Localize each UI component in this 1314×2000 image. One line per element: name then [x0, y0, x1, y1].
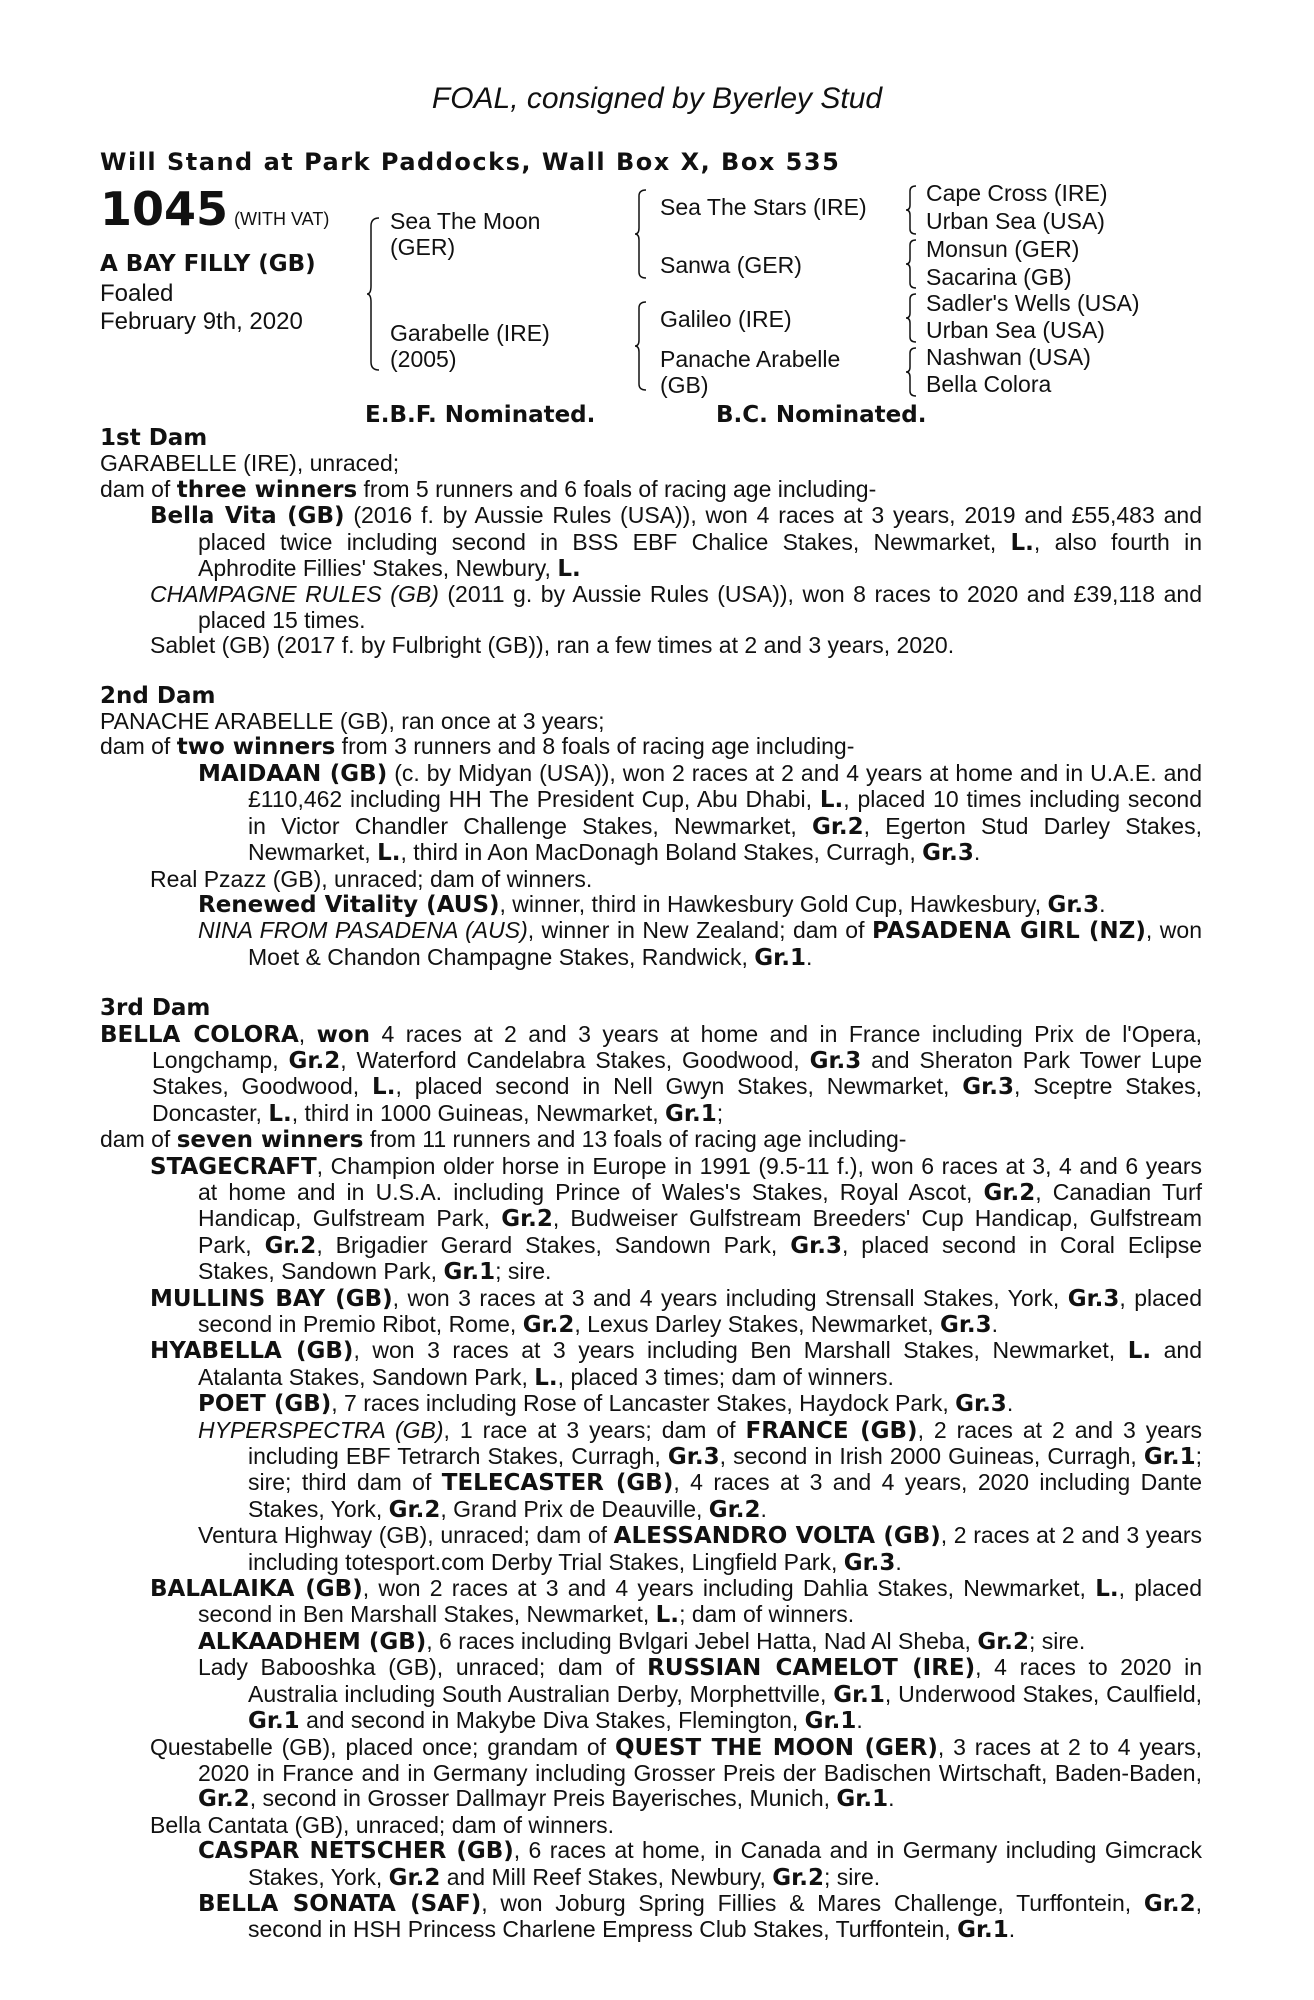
- entry-text: ALESSANDRO VOLTA (GB): [613, 1523, 941, 1550]
- entry-text: BALALAIKA (GB): [150, 1576, 363, 1603]
- catalogue-entry: [100, 503, 1202, 582]
- entry-text: Gr.2: [264, 1232, 317, 1259]
- entry-text: from 5 runners and 6 foals of racing age including-: [357, 475, 877, 502]
- foaled-label: Foaled: [100, 280, 174, 307]
- catalogue-entry: [100, 1418, 1202, 1524]
- entry-text: Lady Babooshka (GB), unraced; dam of: [198, 1654, 648, 1681]
- dam-section: [100, 996, 1202, 1944]
- entry-text: , Grand Prix de Deauville,: [440, 1495, 709, 1522]
- entry-text: , placed 10 times including second in Victor Chandler Challenge Stakes, Newmarket,: [248, 786, 1202, 839]
- entry-text: ; sire.: [823, 1863, 881, 1890]
- entry-text: RUSSIAN CAMELOT (IRE): [647, 1655, 976, 1682]
- entry-text: Gr.2: [388, 1496, 441, 1523]
- dam-dam: Panache Arabelle (GB): [660, 346, 841, 398]
- dam-brace: [635, 300, 649, 392]
- entry-text: , Canadian Turf Handicap, Gulfstream Park,: [198, 1178, 1203, 1232]
- entry-text: L.: [1127, 1338, 1152, 1365]
- entry-text: .: [1006, 1390, 1014, 1417]
- entry-text: , third in 1000 Guineas, Newmarket,: [291, 1099, 666, 1126]
- entry-text: .: [856, 1707, 863, 1734]
- entry-text: and second in Makybe Diva Stakes, Flemington,: [299, 1707, 805, 1734]
- entry-text: Gr.3: [667, 1444, 720, 1471]
- entry-text: from 3 runners and 8 foals of racing age including-: [335, 733, 855, 760]
- entry-text: Gr.1: [443, 1259, 496, 1286]
- entry-text: , 4 races to 2020 in Australia including South Australian Derby, Morphettville,: [248, 1654, 1203, 1707]
- entry-text: PANACHE ARABELLE (GB), ran once at 3 years;: [100, 708, 605, 735]
- sire-dam: Sanwa (GER): [660, 252, 802, 278]
- vat-label: (WITH VAT): [234, 209, 330, 229]
- entry-text: MULLINS BAY (GB): [150, 1285, 393, 1312]
- entry-text: (c. by Midyan (USA)), won 2 races at 2 and 4 years at home and in U.A.E. and £110,462 including HH The President Cup, Abu Dhabi,: [248, 759, 1202, 813]
- entry-text: BELLA COLORA: [100, 1021, 299, 1048]
- entry-text: ; sire; third dam of: [248, 1443, 1202, 1496]
- sd-brace: [906, 238, 918, 290]
- entry-text: (2016 f. by Aussie Rules (USA)), won 4 races at 3 years, 2019 and £55,483 and placed twice including second in BSS EBF Chalice Stakes, Newmarket,: [198, 502, 1202, 555]
- catalogue-entry: [100, 1022, 1202, 1128]
- foaled-date: February 9th, 2020: [100, 308, 303, 335]
- ss-dam: Urban Sea (USA): [926, 208, 1105, 234]
- entry-text: L.: [819, 787, 844, 814]
- entry-text: , placed 3 times; dam of winners.: [557, 1363, 894, 1390]
- entry-text: , won Joburg Spring Fillies & Mares Challenge, Turffontein,: [481, 1889, 1144, 1916]
- entry-text: Gr.1: [1143, 1444, 1196, 1471]
- entry-text: Gr.3: [1047, 891, 1100, 918]
- entry-text: L.: [557, 556, 581, 583]
- entry-text: , won 3 races at 3 and 4 years including Strensall Stakes, York,: [392, 1284, 1068, 1311]
- catalogue-entry: [100, 1523, 1202, 1576]
- lot-info: [100, 250, 316, 336]
- catalogue-entry: [100, 1154, 1202, 1286]
- entry-text: , Budweiser Gulfstream Breeders' Cup Handicap, Gulfstream Park,: [198, 1205, 1202, 1258]
- catalogue-entry: [100, 582, 1202, 633]
- catalogue-entry: [100, 1286, 1202, 1339]
- entry-text: QUEST THE MOON (GER): [614, 1734, 938, 1761]
- catalogue-body: [100, 426, 1202, 1944]
- entry-text: Gr.1: [804, 1708, 857, 1735]
- entry-text: , second in Grosser Dallmayr Preis Bayerisches, Munich,: [249, 1785, 837, 1812]
- entry-text: , Brigadier Gerard Stakes, Sandown Park,: [316, 1231, 791, 1258]
- entry-text: Bella Vita (GB): [150, 503, 345, 530]
- entry-text: , placed second in Coral Eclipse Stakes, Sandown Park,: [198, 1231, 1202, 1285]
- entry-text: L.: [655, 1602, 680, 1629]
- entry-text: HYABELLA (GB): [150, 1338, 354, 1365]
- ds-sire: Sadler's Wells (USA): [926, 290, 1140, 316]
- section-heading: 1st Dam: [100, 425, 208, 451]
- entry-text: .: [805, 943, 813, 970]
- entry-text: Gr.2: [708, 1496, 761, 1523]
- catalogue-entry: [100, 734, 1202, 760]
- entry-text: HYPERSPECTRA (GB): [198, 1416, 444, 1443]
- entry-text: FRANCE (GB): [745, 1417, 918, 1444]
- entry-text: , 1 race at 3 years; dam of: [443, 1416, 746, 1443]
- entry-text: STAGECRAFT: [150, 1153, 317, 1180]
- catalogue-entry: [100, 1127, 1202, 1153]
- catalogue-entry: [100, 1391, 1202, 1417]
- entry-text: L.: [534, 1364, 558, 1391]
- entry-text: L.: [1095, 1576, 1119, 1603]
- ss-sire: Cape Cross (IRE): [926, 180, 1108, 206]
- entry-text: Real Pzazz (GB), unraced; dam of winners.: [150, 865, 593, 892]
- entry-text: , 2 races at 2 and 3 years including totesport.com Derby Trial Stakes, Lingfield Park,: [248, 1522, 1202, 1575]
- entry-text: from 11 runners and 13 foals of racing age including-: [363, 1126, 907, 1153]
- catalogue-entry: [100, 451, 1202, 476]
- entry-text: , Egerton Stud Darley Stakes, Newmarket,: [248, 812, 1202, 866]
- entry-text: Gr.1: [833, 1681, 885, 1708]
- entry-text: Gr.1: [836, 1786, 889, 1813]
- dd-sire: Nashwan (USA): [926, 344, 1091, 370]
- entry-text: and Atalanta Stakes, Sandown Park,: [198, 1337, 1203, 1390]
- entry-text: , 6 races including Bvlgari Jebel Hatta, Nad Al Sheba,: [426, 1627, 978, 1654]
- entry-text: L.: [268, 1100, 292, 1127]
- sd-dam: Sacarina (GB): [926, 264, 1072, 290]
- entry-text: POET (GB): [198, 1391, 332, 1418]
- entry-text: Gr.1: [754, 944, 806, 971]
- entry-text: CHAMPAGNE RULES (GB): [150, 581, 439, 608]
- entry-text: , won 3 races at 3 years including Ben Marshall Stakes, Newmarket,: [353, 1337, 1128, 1364]
- sire-sire: Sea The Stars (IRE): [660, 194, 867, 220]
- entry-text: , third in Aon MacDonagh Boland Stakes, Curragh,: [400, 839, 923, 866]
- entry-text: , also fourth in Aphrodite Fillies' Stakes, Newbury,: [198, 528, 1203, 582]
- entry-text: TELECASTER (GB): [441, 1470, 674, 1497]
- entry-text: Gr.1: [957, 1917, 1009, 1944]
- ds-brace: [906, 292, 918, 344]
- entry-text: , Waterford Candelabra Stakes, Goodwood,: [340, 1046, 810, 1073]
- entry-text: seven winners: [176, 1127, 364, 1154]
- catalogue-entry: [100, 761, 1202, 867]
- entry-text: and Sheraton Park Tower Lupe Stakes, Goodwood,: [152, 1046, 1202, 1100]
- entry-text: PASADENA GIRL (NZ): [872, 918, 1146, 945]
- entry-text: won: [316, 1021, 371, 1048]
- entry-text: three winners: [176, 476, 358, 503]
- entry-text: , second in HSH Princess Charlene Empress Club Stakes, Turffontein,: [248, 1889, 1202, 1943]
- entry-text: Gr.3: [939, 1312, 992, 1338]
- entry-text: , won Moet & Chandon Champagne Stakes, Randwick,: [248, 917, 1202, 970]
- entry-text: , 3 races at 2 to 4 years, 2020 in France and in Germany including Grosser Preis der Badischen Wirtschaft, Baden-Baden,: [198, 1733, 1203, 1786]
- entry-text: .: [991, 1311, 999, 1337]
- entry-text: , winner in New Zealand; dam of: [527, 917, 873, 944]
- entry-text: , Lexus Darley Stakes, Newmarket,: [574, 1311, 940, 1337]
- entry-text: Gr.2: [811, 813, 864, 840]
- entry-text: (2011 g. by Aussie Rules (USA)), won 8 races to 2020 and £39,118 and placed 15 times.: [198, 581, 1202, 633]
- entry-text: .: [760, 1495, 767, 1522]
- entry-text: BELLA SONATA (SAF): [198, 1890, 482, 1917]
- lot-number-block: [100, 182, 330, 236]
- entry-text: .: [1099, 890, 1106, 917]
- entry-text: Gr.2: [772, 1864, 824, 1891]
- entry-text: GARABELLE (IRE), unraced;: [100, 450, 400, 477]
- sire-brace: [635, 188, 649, 280]
- catalogue-entry: [100, 1735, 1202, 1813]
- entry-text: Gr.3: [790, 1232, 842, 1259]
- entry-text: Gr.2: [388, 1864, 441, 1891]
- entry-text: Gr.2: [977, 1628, 1029, 1655]
- catalogue-entry: [100, 1838, 1202, 1891]
- entry-text: Gr.2: [288, 1047, 341, 1074]
- entry-text: Gr.2: [1143, 1890, 1196, 1917]
- catalogue-entry: [100, 867, 1202, 892]
- entry-text: , 6 races at home, in Canada and in Germany including Gimcrack Stakes, York,: [248, 1837, 1202, 1890]
- entry-text: CASPAR NETSCHER (GB): [198, 1838, 514, 1865]
- ss-brace: [906, 184, 918, 236]
- catalogue-entry: [100, 892, 1202, 918]
- entry-text: Gr.2: [501, 1206, 553, 1233]
- sire-dam-brace: [367, 216, 383, 372]
- entry-text: , second in Irish 2000 Guineas, Curragh,: [719, 1443, 1144, 1470]
- entry-text: Gr.3: [962, 1074, 1014, 1101]
- sire-name: Sea The Moon (GER): [390, 208, 541, 260]
- catalogue-entry: [100, 477, 1202, 503]
- catalogue-entry: [100, 1813, 1202, 1838]
- catalogue-entry: [100, 633, 1202, 658]
- entry-text: , 2 races at 2 and 3 years including EBF Tetrarch Stakes, Curragh,: [248, 1416, 1202, 1470]
- entry-text: Renewed Vitality (AUS): [198, 891, 500, 918]
- dd-dam: Bella Colora: [926, 371, 1052, 397]
- sd-sire: Monsun (GER): [926, 236, 1080, 262]
- entry-text: ALKAADHEM (GB): [198, 1628, 427, 1655]
- entry-text: Bella Cantata (GB), unraced; dam of winners.: [150, 1811, 615, 1838]
- entry-text: NINA FROM PASADENA (AUS): [198, 917, 528, 944]
- ebf-nominated: E.B.F. Nominated.: [365, 402, 596, 428]
- entry-text: , Sceptre Stakes, Doncaster,: [152, 1073, 1203, 1126]
- entry-text: .: [888, 1785, 895, 1812]
- entry-text: Gr.3: [843, 1549, 896, 1576]
- entry-text: dam of: [100, 475, 177, 502]
- catalogue-entry: [100, 1576, 1202, 1629]
- catalogue-entry: [100, 1629, 1202, 1655]
- entry-text: ; dam of winners.: [679, 1601, 855, 1628]
- entry-text: Questabelle (GB), placed once; grandam of: [150, 1733, 615, 1760]
- catalogue-entry: [100, 1338, 1202, 1391]
- catalogue-entry: [100, 1891, 1202, 1944]
- entry-text: Gr.3: [1067, 1285, 1120, 1312]
- entry-text: Gr.2: [522, 1312, 575, 1338]
- stable-location: Will Stand at Park Paddocks, Wall Box X, Box 535: [100, 148, 841, 176]
- entry-text: Sablet (GB) (2017 f. by Fulbright (GB)), ran a few times at 2 and 3 years, 2020.: [150, 632, 955, 659]
- entry-text: .: [973, 839, 981, 866]
- entry-text: Gr.2: [198, 1786, 250, 1813]
- entry-text: Gr.1: [248, 1708, 300, 1735]
- entry-text: , placed second in Nell Gwyn Stakes, Newmarket,: [395, 1073, 963, 1100]
- dam-name: Garabelle (IRE) (2005): [390, 320, 550, 372]
- entry-text: , 4 races at 3 and 4 years, 2020 including Dante Stakes, York,: [248, 1469, 1202, 1522]
- entry-text: ; sire.: [1029, 1627, 1086, 1654]
- catalogue-entry: [100, 709, 1202, 734]
- section-heading: 3rd Dam: [100, 995, 211, 1022]
- entry-text: ; sire.: [495, 1258, 552, 1285]
- entry-text: .: [1008, 1916, 1016, 1943]
- dam-sire: Galileo (IRE): [660, 306, 792, 332]
- entry-text: ;: [716, 1099, 724, 1126]
- dam-section: [100, 684, 1202, 971]
- entry-text: L.: [377, 840, 401, 867]
- dam-section: [100, 426, 1202, 659]
- entry-text: Gr.3: [809, 1047, 862, 1074]
- entry-text: L.: [372, 1074, 396, 1101]
- entry-text: , Underwood Stakes, Caulfield,: [884, 1680, 1202, 1707]
- entry-text: Gr.3: [922, 840, 974, 867]
- entry-text: two winners: [176, 734, 336, 761]
- lot-number: 1045: [100, 182, 229, 236]
- entry-text: dam of: [100, 1126, 177, 1153]
- ds-dam: Urban Sea (USA): [926, 317, 1105, 343]
- entry-text: , placed second in Ben Marshall Stakes, Newmarket,: [198, 1575, 1202, 1628]
- entry-text: , winner, third in Hawkesbury Gold Cup, Hawkesbury,: [499, 890, 1048, 917]
- entry-text: MAIDAAN (GB): [198, 760, 388, 787]
- entry-text: Ventura Highway (GB), unraced; dam of: [198, 1522, 614, 1549]
- dd-brace: [906, 346, 918, 398]
- entry-text: Gr.3: [955, 1391, 1007, 1418]
- consignor-line: FOAL, consigned by Byerley Stud: [431, 82, 883, 115]
- entry-text: ,: [298, 1020, 317, 1047]
- bc-nominated: B.C. Nominated.: [716, 402, 927, 428]
- catalogue-entry: [100, 918, 1202, 971]
- entry-text: L.: [1010, 529, 1034, 556]
- entry-text: .: [895, 1548, 902, 1575]
- entry-text: and Mill Reef Stakes, Newbury,: [440, 1863, 773, 1890]
- entry-text: , won 2 races at 3 and 4 years including Dahlia Stakes, Newmarket,: [362, 1575, 1096, 1602]
- entry-text: , placed second in Premio Ribot, Rome,: [198, 1284, 1203, 1337]
- entry-text: , 7 races including Rose of Lancaster Stakes, Haydock Park,: [331, 1390, 956, 1417]
- entry-text: , Champion older horse in Europe in 1991 (9.5-11 f.), won 6 races at 3, 4 and 6 years at home and in U.S.A. including Prince of Wales's Stakes, Royal Ascot,: [198, 1152, 1202, 1205]
- entry-text: 4 races at 2 and 3 years at home and in France including Prix de l'Opera, Longchamp,: [152, 1020, 1203, 1073]
- entry-text: dam of: [100, 733, 177, 760]
- entry-text: Gr.1: [665, 1100, 717, 1127]
- section-heading: 2nd Dam: [100, 682, 216, 709]
- lot-description: A BAY FILLY (GB): [100, 251, 316, 277]
- catalogue-entry: [100, 1655, 1202, 1734]
- entry-text: Gr.2: [983, 1179, 1036, 1206]
